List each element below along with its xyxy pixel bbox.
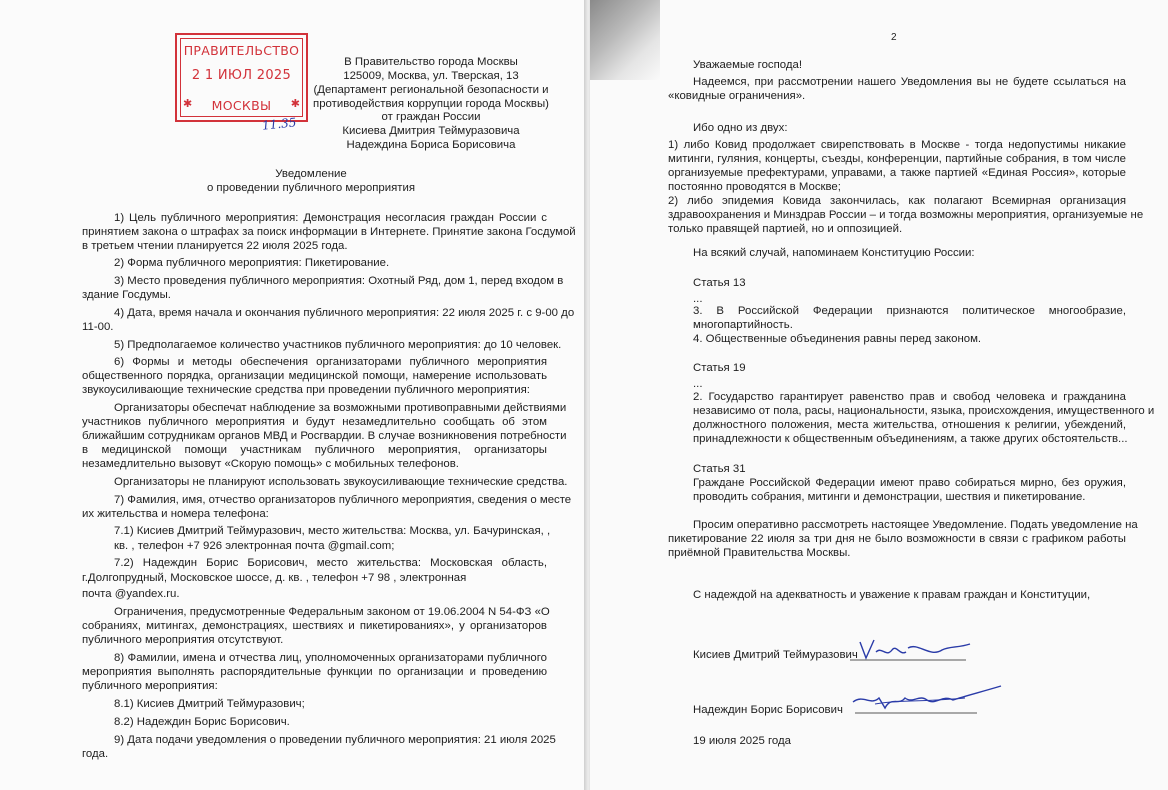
text-line: 7.1) Кисиев Дмитрий Теймуразович, место жительства: Москва, ул. Бачуринская, , — [114, 525, 551, 537]
text-line: участников публичного мероприятия и будут незамедлительно сообщать об этом — [82, 416, 547, 428]
text-line: публичного мероприятия: — [82, 680, 218, 692]
government-stamp — [175, 33, 308, 122]
text-line: должностного положения, места жительства, отношения к религии, убеждений, — [693, 419, 1126, 431]
text-line: Надеемся, при рассмотрении нашего Уведомления вы не будете ссылаться на — [693, 76, 1126, 88]
text-line: Организаторы обеспечат наблюдение за возможными противоправными действиями — [114, 402, 567, 414]
text-line: принятием закона о штрафах за поиск информации в Интернете. Принятие закона Госдумой — [82, 226, 576, 238]
address-to: В Правительство города Москвы — [344, 56, 518, 68]
text-line: Ибо одно из двух: — [693, 122, 788, 134]
text-line: г.Долгопрудный, Московское шоссе, д. кв. , телефон +7 98 , электронная — [82, 572, 467, 584]
text-line: Уважаемые господа! — [693, 59, 802, 71]
text-line: 8.2) Надеждин Борис Борисович. — [114, 716, 290, 728]
text-line: Организаторы не планируют использовать звукоусиливающие технические средства. — [114, 476, 568, 488]
document-date: 19 июля 2025 года — [693, 735, 791, 747]
text-line: ... — [693, 378, 703, 390]
text-line: 8) Фамилии, имена и отчества лиц, уполномоченных организаторами публичного — [114, 652, 547, 664]
text-line: постоянно проводятся в Москве; — [668, 181, 841, 193]
text-line: организуемые префектурами, управами, а также партией «Единая Россия», которые — [668, 167, 1126, 179]
text-line: 2. Государство гарантирует равенство прав и свобод человека и гражданина — [693, 391, 1126, 403]
text-line: 1) Цель публичного мероприятия: Демонстрация несогласия граждан России с — [114, 212, 547, 224]
text-line: ... — [693, 293, 703, 305]
text-line: С надеждой на адекватность и уважение к правам граждан и Конституции, — [693, 589, 1091, 601]
signer-name-1: Кисиев Дмитрий Теймуразович — [693, 649, 858, 661]
text-line: незамедлительно вызовут «Скорую помощь» с мобильных телефонов. — [82, 458, 459, 470]
doc-subtitle: о проведении публичного мероприятия — [206, 182, 416, 194]
text-line: «ковидные ограничения». — [668, 90, 806, 102]
text-line: принадлежности к общественным объединениям, а также других обстоятельств... — [693, 433, 1128, 445]
article-heading: Статья 19 — [693, 362, 746, 374]
stamp-date: 2 1 ИЮЛ 2025 — [191, 68, 292, 83]
address-dept-1: (Департамент региональной безопасности и — [313, 84, 549, 96]
text-line: приёмной Правительства Москвы. — [668, 547, 851, 559]
text-line: На всякий случай, напоминаем Конституцию России: — [693, 247, 975, 259]
text-line: кв. , телефон +7 926 электронная почта @gmail.com; — [114, 540, 395, 552]
address-name-1: Кисиева Дмитрия Теймуразовича — [342, 125, 520, 137]
text-line: общественного порядка, организации медицинской помощи, намерение использовать — [82, 370, 547, 382]
signature-2 — [845, 680, 1005, 720]
star-icon: ✱ — [290, 98, 300, 110]
text-line: мероприятия выполнять распорядительные функции по организации и проведению — [82, 666, 547, 678]
text-line: 7.2) Надеждин Борис Борисович, место жительства: Московская область, — [114, 557, 547, 569]
text-line: 2) либо эпидемия Ковида закончилась, как полагают Всемирная организация — [668, 195, 1126, 207]
stamp-line-3: МОСКВЫ — [211, 98, 272, 113]
text-line: почта @yandex.ru. — [82, 588, 180, 600]
signer-name-2: Надеждин Борис Борисович — [693, 704, 843, 716]
text-line: публичного мероприятия отсутствуют. — [82, 634, 284, 646]
text-line: многопартийность. — [693, 319, 793, 331]
text-line: звукоусиливающие технические средства при проведении публичного мероприятия: — [82, 384, 530, 396]
page-number: 2 — [891, 32, 897, 43]
article-heading: Статья 13 — [693, 277, 746, 289]
text-line: в медицинской помощи участникам публичного мероприятия, организаторы — [82, 444, 547, 456]
address-dept-2: противодействия коррупции города Москвы) — [313, 98, 549, 110]
text-line: 4. Общественные объединения равны перед законом. — [693, 333, 982, 345]
text-line: здравоохранения и Минздрав России – и тогда возможны мероприятия, организуемые не — [668, 209, 1144, 221]
address-postal: 125009, Москва, ул. Тверская, 13 — [343, 70, 519, 82]
text-line: 3. В Российской Федерации признаются политическое многообразие, — [693, 305, 1126, 317]
address-name-2: Надеждина Бориса Борисовича — [346, 139, 516, 151]
text-line: 7) Фамилия, имя, отчество организаторов публичного мероприятия, сведения о месте — [114, 494, 572, 506]
text-line: 1) либо Ковид продолжает свирепствовать в Москве - тогда недопустимы никакие — [668, 139, 1126, 151]
text-line: 5) Предполагаемое количество участников публичного мероприятия: до 10 человек. — [114, 339, 562, 351]
text-line: митинги, гуляния, концерты, съезды, конференции, партийные собрания, в том числе — [668, 153, 1126, 165]
text-line: здание Госдумы. — [82, 289, 171, 301]
text-line: в третьем чтении планируется 22 июля 2025 года. — [82, 240, 348, 252]
text-line: 9) Дата подачи уведомления о проведении публичного мероприятия: 21 июля 2025 — [114, 734, 556, 746]
text-line: 11-00. — [82, 321, 114, 333]
text-line: независимо от пола, расы, национальности, языка, происхождения, имущественного и — [693, 405, 1155, 417]
doc-title: Уведомление — [275, 168, 347, 180]
text-line: ближайшим сотрудникам органов МВД и Росгвардии. В случае возникновения потребности — [82, 430, 567, 442]
text-line: 3) Место проведения публичного мероприятия: Охотный Ряд, дом 1, перед входом в — [114, 275, 564, 287]
text-line: только правящей партией, но и оппозицией. — [668, 223, 903, 235]
text-line: пикетирование 22 июля за три дня не было возможности в связи с графиком работы — [668, 533, 1126, 545]
document-page-2 — [590, 0, 1168, 790]
folded-corner-shadow — [590, 0, 660, 80]
stamp-line-1: ПРАВИТЕЛЬСТВО — [183, 43, 300, 58]
handwritten-time: 11.35 — [261, 115, 297, 133]
address-from: от граждан России — [381, 111, 481, 123]
text-line: собраниях, митингах, демонстрациях, шествиях и пикетированиях», у организаторов — [82, 620, 547, 632]
text-line: Ограничения, предусмотренные Федеральным законом от 19.06.2004 N 54-ФЗ «О — [114, 606, 550, 618]
signature-1 — [838, 628, 978, 668]
text-line: 2) Форма публичного мероприятия: Пикетирование. — [114, 257, 390, 269]
text-line: проводить собрания, митинги и демонстрации, шествия и пикетирование. — [693, 491, 1086, 503]
text-line: года. — [82, 748, 109, 760]
text-line: 8.1) Кисиев Дмитрий Теймуразович; — [114, 698, 305, 710]
text-line: 4) Дата, время начала и окончания публичного мероприятия: 22 июля 2025 г. с 9-00 до — [114, 307, 575, 319]
text-line: Граждане Российской Федерации имеют право собираться мирно, без оружия, — [693, 477, 1126, 489]
star-icon: ✱ — [183, 98, 193, 110]
text-line: их жительства и номера телефона: — [82, 508, 269, 520]
text-line: Просим оперативно рассмотреть настоящее Уведомление. Подать уведомление на — [693, 519, 1138, 531]
text-line: 6) Формы и методы обеспечения организаторами публичного мероприятия — [114, 356, 547, 368]
article-heading: Статья 31 — [693, 463, 746, 475]
